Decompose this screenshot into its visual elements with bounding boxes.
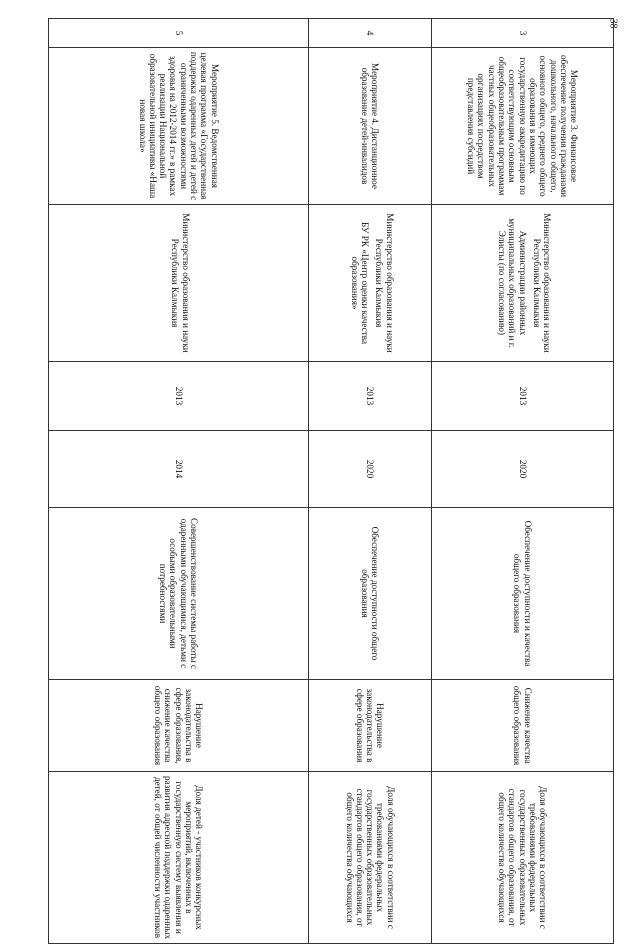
measures-table — [48, 18, 614, 944]
row-number: 5 — [49, 19, 309, 48]
start-year-cell: 2013 — [309, 362, 432, 431]
table-row — [49, 19, 309, 944]
result-cell: Совершенствование системы работы с одаренными обучающимися, детьми с особыми образовательными потребностями — [49, 508, 309, 680]
end-year-cell: 2020 — [309, 431, 432, 508]
row-number: 3 — [432, 19, 614, 48]
indicator-cell: Доля обучающихся в соответствии с требованиями федеральных государственных образовательных стандартов общего образования, от общего количества обучающихся — [309, 772, 432, 944]
event-cell: Мероприятие 4. Дистанционное образование детей-инвалидов — [309, 48, 432, 205]
indicator-cell: Доля обучающихся в соответствии с требованиями федеральных государственных образовательных стандартов общего образования, от общего количества обучающихся — [432, 772, 614, 944]
table-row — [432, 19, 614, 944]
row-number: 4 — [309, 19, 432, 48]
executor-cell — [49, 205, 309, 362]
result-cell: Обеспечение доступности и качества общего образования — [432, 508, 614, 680]
indicator-cell: Доля детей - участников конкурсных мероприятий, включенных в государственную систему выявления и развития адресной поддержки одаренных детей, от общей численности участников — [49, 772, 309, 944]
end-year-cell: 2014 — [49, 431, 309, 508]
end-year-cell: 2020 — [432, 431, 614, 508]
start-year-cell: 2013 — [49, 362, 309, 431]
rotated-content — [64, 18, 614, 940]
executor-line: БУ РК «Центр оценки качества образования» — [349, 221, 370, 345]
result-cell: Обеспечение доступности общего образования — [309, 508, 432, 680]
table-row — [309, 19, 432, 944]
executor-line: Администрации районных муниципальных образований и г. Элисты (по согласованию) — [497, 218, 528, 348]
executor-cell — [432, 205, 614, 362]
consequence-cell: Нарушение законодательства в сфере образования, снижение качества общего образования — [49, 680, 309, 772]
event-cell: Мероприятие 5. Ведомственная целевая программа «Государственная поддержка одаренных детей и детей с ограниченными возможностями здоровья на 2012-2014 гг.» в рамках реализации Национальной образовательной инициативы «Наша новая школа» — [49, 48, 309, 205]
executor-line: Министерство образования и науки Республики Калмыкия — [531, 213, 553, 353]
executor-cell — [309, 205, 432, 362]
consequence-cell: Снижение качества общего образования — [432, 680, 614, 772]
rotated-table-area — [64, 18, 614, 940]
start-year-cell: 2013 — [432, 362, 614, 431]
executor-line: Министерство образования и науки Республики Калмыкия — [170, 213, 191, 353]
consequence-cell: Нарушение законодательства в сфере образования — [309, 680, 432, 772]
page-number: 38 — [607, 18, 619, 29]
executor-line: Министерство образования и науки Республики Калмыкия — [374, 213, 395, 353]
event-cell: Мероприятие 3. Финансовое обеспечение получения гражданами дошкольного, начального общего, основного общего, среднего общего образования в имеющих государственную аккредитацию по соответствующим основным общеобразовательным программам частных общеобразовательных организациях посредством представления субсидий — [432, 48, 614, 205]
